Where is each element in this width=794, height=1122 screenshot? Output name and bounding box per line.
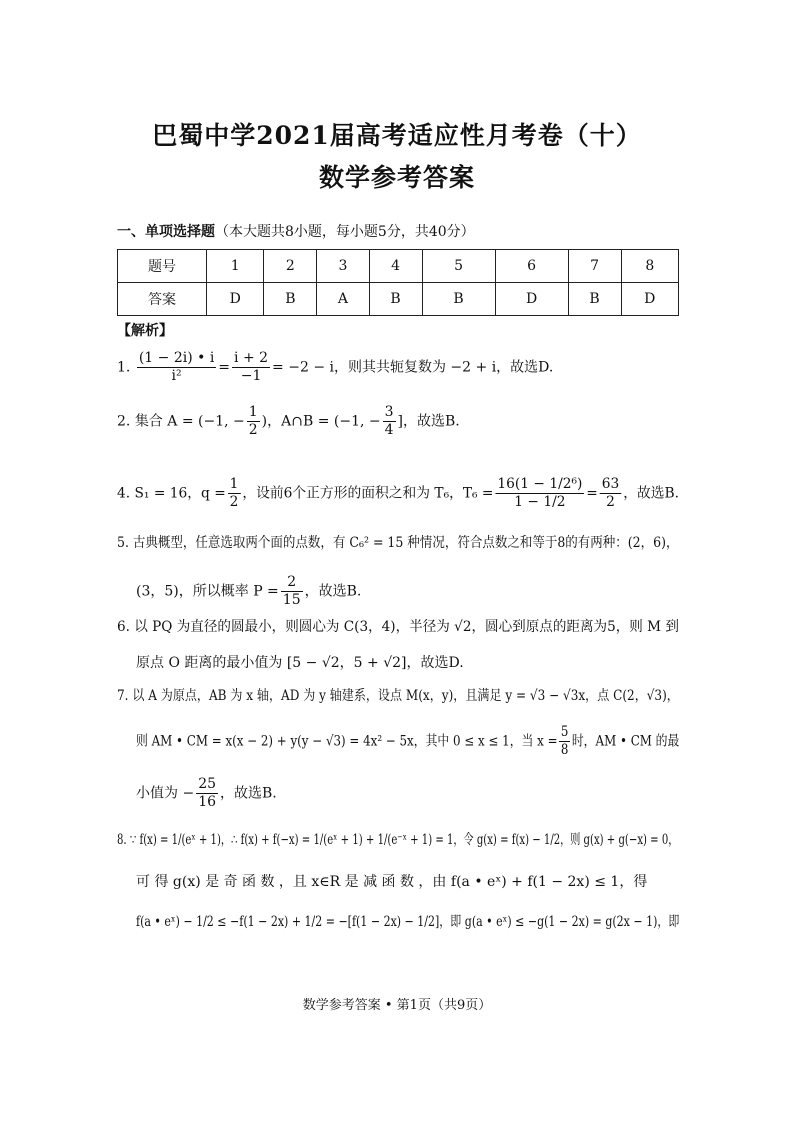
section-heading (117, 221, 475, 241)
solution-text: 集合 A = (−1, − (134, 413, 245, 430)
solution-8-line-2 (136, 872, 647, 892)
table-cell: 2 (264, 250, 317, 283)
solution-5-line-1 (117, 533, 678, 553)
solution-text: 则 AM • CM = x(x − 2) + y(y − √3) = 4x² − 5x，其中 0 ≤ x ≤ 1，当 x = (136, 733, 558, 750)
row-header: 题号 (118, 250, 207, 283)
question-number: 7. (117, 688, 129, 704)
solution-text: f(a • eˣ) − 1/2 ≤ −f(1 − 2x) + 1/2 = −[f(1 − 2x) − 1/2]，即 g(a • eˣ) ≤ −g(1 − 2x) = g(2x − 1)，即 (136, 914, 680, 930)
solution-1: 1. $\frac{(1 - 2i) • i}{\text{i²}}$ = $\frac{i + 2}{-1}$ = −2 − i，则其共轭复数为 −2 + i，故选D. (117, 350, 554, 384)
page-title: 巴蜀中学2021届高考适应性月考卷（十） (152, 121, 642, 150)
solution-text: = (586, 485, 598, 502)
question-number: 2. (117, 413, 131, 430)
question-number: 5. (117, 535, 129, 551)
question-number: 6. (117, 619, 130, 635)
solution-text: ∵ f(x) = 1/(eˣ + 1)，∴ f(x) + f(−x) = 1/(eˣ + 1) + 1/(e⁻ˣ + 1) = 1，令 g(x) = f(x) − 1/2，则 g(x) + g(−x) = 0， (129, 832, 679, 848)
table-cell: 8 (621, 250, 678, 283)
table-cell: 7 (568, 250, 621, 283)
fraction: $\frac{(1 - 2i) • i}{\text{i²}}$ (138, 350, 215, 384)
solution-text: = −2 − i，则其共轭复数为 −2 + i，故选D. (272, 359, 554, 376)
solution-text: (3，5)，所以概率 P = (136, 583, 279, 600)
table-row (118, 283, 679, 316)
fraction: $\frac{1}{2}$ (229, 476, 239, 510)
solution-2 (117, 404, 460, 439)
table-cell: B (264, 283, 317, 316)
table-cell: B (568, 283, 621, 316)
solution-6-line-2 (136, 653, 464, 673)
table-cell: 5 (422, 250, 495, 283)
table-cell: 6 (495, 250, 568, 283)
fraction: $\frac{1}{2}$ (248, 404, 258, 438)
fraction: $\frac{5}{8}$ (560, 724, 569, 758)
question-number: 4. (117, 485, 131, 502)
solution-text: 古典概型，任意选取两个面的点数，有 C₆² = 15 种情况，符合点数之和等于8的有两种：(2，6)， (132, 535, 679, 551)
table-cell: B (422, 283, 495, 316)
table-cell: 1 (207, 250, 264, 283)
page-subtitle: 数学参考答案 (318, 163, 475, 192)
solution-text: ，故选B. (623, 485, 679, 502)
table-cell: D (621, 283, 678, 316)
fraction: $\frac{i + 2}{-1}$ (234, 350, 269, 384)
solution-8-line-3 (136, 912, 679, 932)
question-number: 8. (117, 832, 127, 848)
solution-text: ，故选B. (220, 785, 277, 802)
fraction: $\frac{25}{16}$ (198, 776, 217, 810)
fraction: $\frac{\text{16(1 − 1/2⁶)}}{1 - 1/2}$ (497, 476, 583, 510)
solution-text: ，故选B. (304, 583, 362, 600)
fraction: $\frac{3}{4}$ (384, 404, 394, 438)
table-cell: 3 (317, 250, 369, 283)
analysis-label: 【解析】 (117, 323, 173, 339)
solution-text: 小值为 − (136, 785, 195, 802)
solution-text: )，A∩B = (−1, − (261, 413, 381, 430)
page-footer: 数学参考答案 • 第1页（共9页） (302, 998, 492, 1013)
section-note: （本大题共8小题，每小题5分，共40分） (215, 224, 475, 240)
solution-5-line-2 (136, 574, 361, 609)
table-cell: D (495, 283, 568, 316)
solution-text: 原点 O 距离的最小值为 [5 − √2，5 + √2]，故选D. (136, 655, 464, 671)
solution-4 (117, 476, 679, 511)
solution-text: ，设前6个正方形的面积之和为 T₆，T₆ = (242, 485, 494, 502)
section-title: 一、单项选择题 (117, 224, 215, 240)
fraction: $\frac{63}{2}$ (601, 476, 620, 510)
solution-text: 以 PQ 为直径的圆最小，则圆心为 C(3，4)，半径为 √2，圆心到原点的距离为5，则 M 到 (134, 619, 679, 635)
solution-text: ]，故选B. (397, 413, 460, 430)
solution-7-line-1 (117, 686, 679, 706)
table-row (118, 250, 679, 283)
answer-table (117, 249, 679, 316)
table-cell: D (207, 283, 264, 316)
table-cell: A (317, 283, 369, 316)
solution-7-line-2 (136, 724, 679, 759)
solution-8-line-1 (117, 830, 678, 850)
solution-7-line-3 (136, 776, 277, 811)
solution-text: 可 得 g(x) 是 奇 函 数 ，且 x∈R 是 减 函 数 ，由 f(a • eˣ) + f(1 − 2x) ≤ 1，得 (136, 874, 648, 890)
solution-text: S₁ = 16，q = (134, 485, 226, 502)
solution-text: 以 A 为原点，AB 为 x 轴，AD 为 y 轴建系，设点 M(x，y)，且满足 y = √3 − √3x，点 C(2，√3)， (132, 688, 679, 704)
solution-6-line-1 (117, 617, 679, 637)
table-cell: 4 (369, 250, 422, 283)
question-number: 1. (117, 359, 131, 376)
table-cell: B (369, 283, 422, 316)
row-header: 答案 (118, 283, 207, 316)
solution-text: 时，AM • CM 的最 (571, 733, 680, 750)
fraction: $\frac{2}{15}$ (282, 574, 301, 608)
